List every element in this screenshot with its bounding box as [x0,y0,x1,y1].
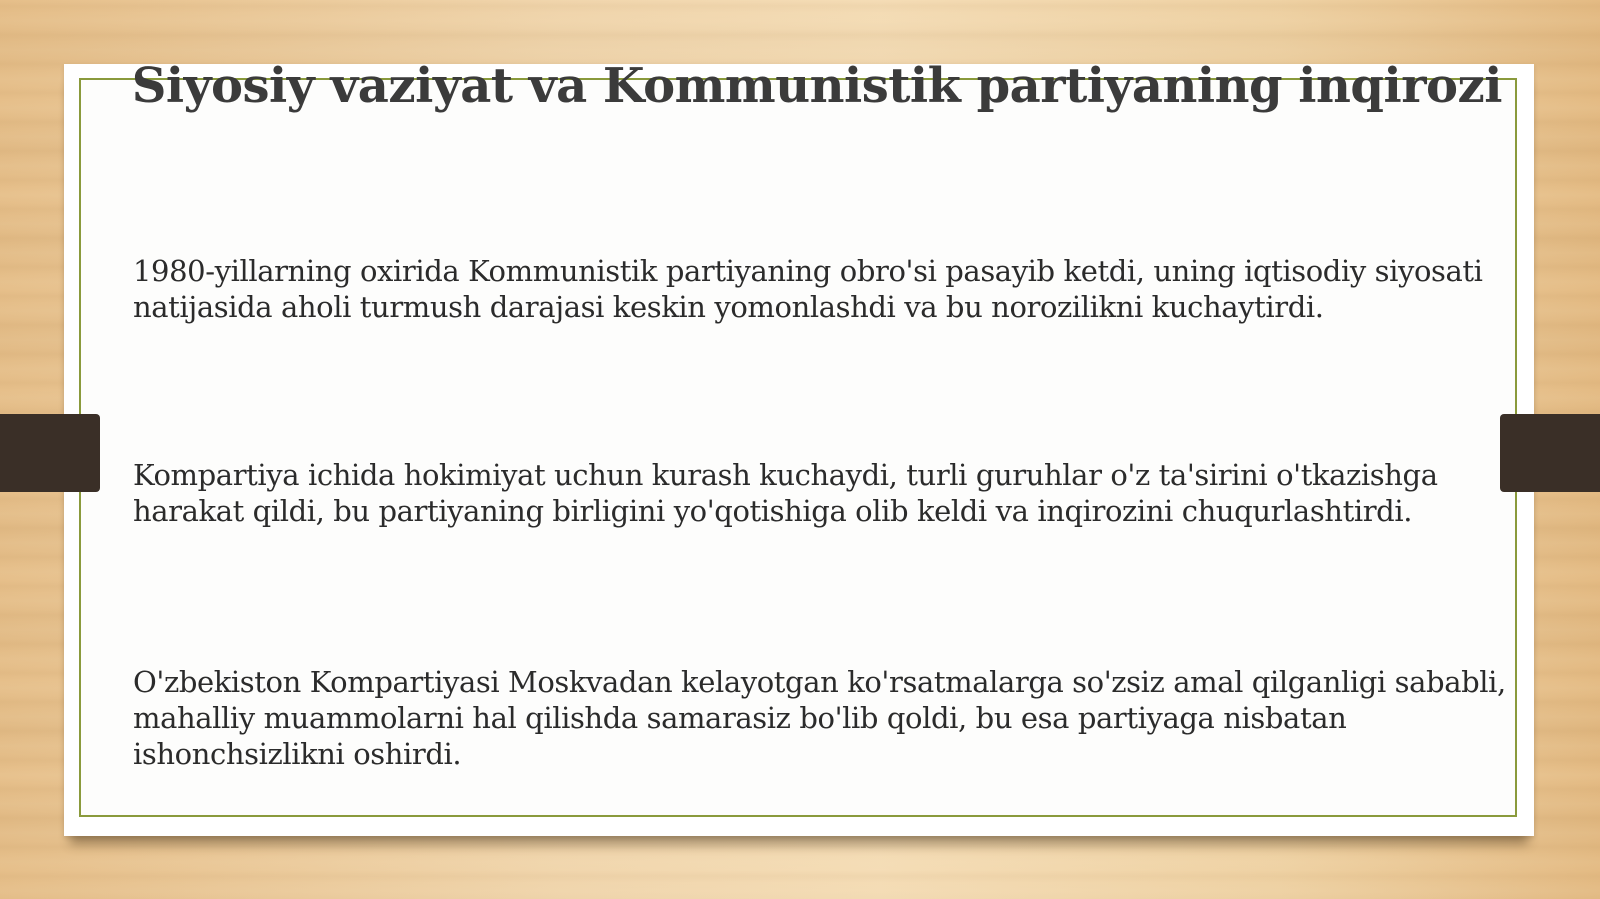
right-binder-tab [1500,414,1600,492]
left-binder-tab [0,414,100,492]
paragraph-2: Kompartiya ichida hokimiyat uchun kurash kuchaydi, turli guruhlar o'z ta'sirini o'tkazishga harakat qildi, bu partiyaning birligini yo'qotishiga olib keldi va inqirozini chuqurlashtirdi. [133,458,1438,528]
paragraph-1: 1980-yillarning oxirida Kommunistik partiyaning obro'si pasayib ketdi, uning iqtisodiy siyosati natijasida aholi turmush darajasi keskin yomonlashdi va bu norozilikni kuchaytirdi. [133,254,1483,324]
paragraph-3: O'zbekiston Kompartiyasi Moskvadan kelayotgan ko'rsatmalarga so'zsiz amal qilganligi sababli, mahalliy muammolarni hal qilishda samarasiz bo'lib qoldi, bu esa partiyaga nisbatan ishonchsizlikni oshirdi. [133,665,1506,771]
slide-title: Siyosiy vaziyat va Kommunistik partiyaning inqirozi [131,58,1502,114]
